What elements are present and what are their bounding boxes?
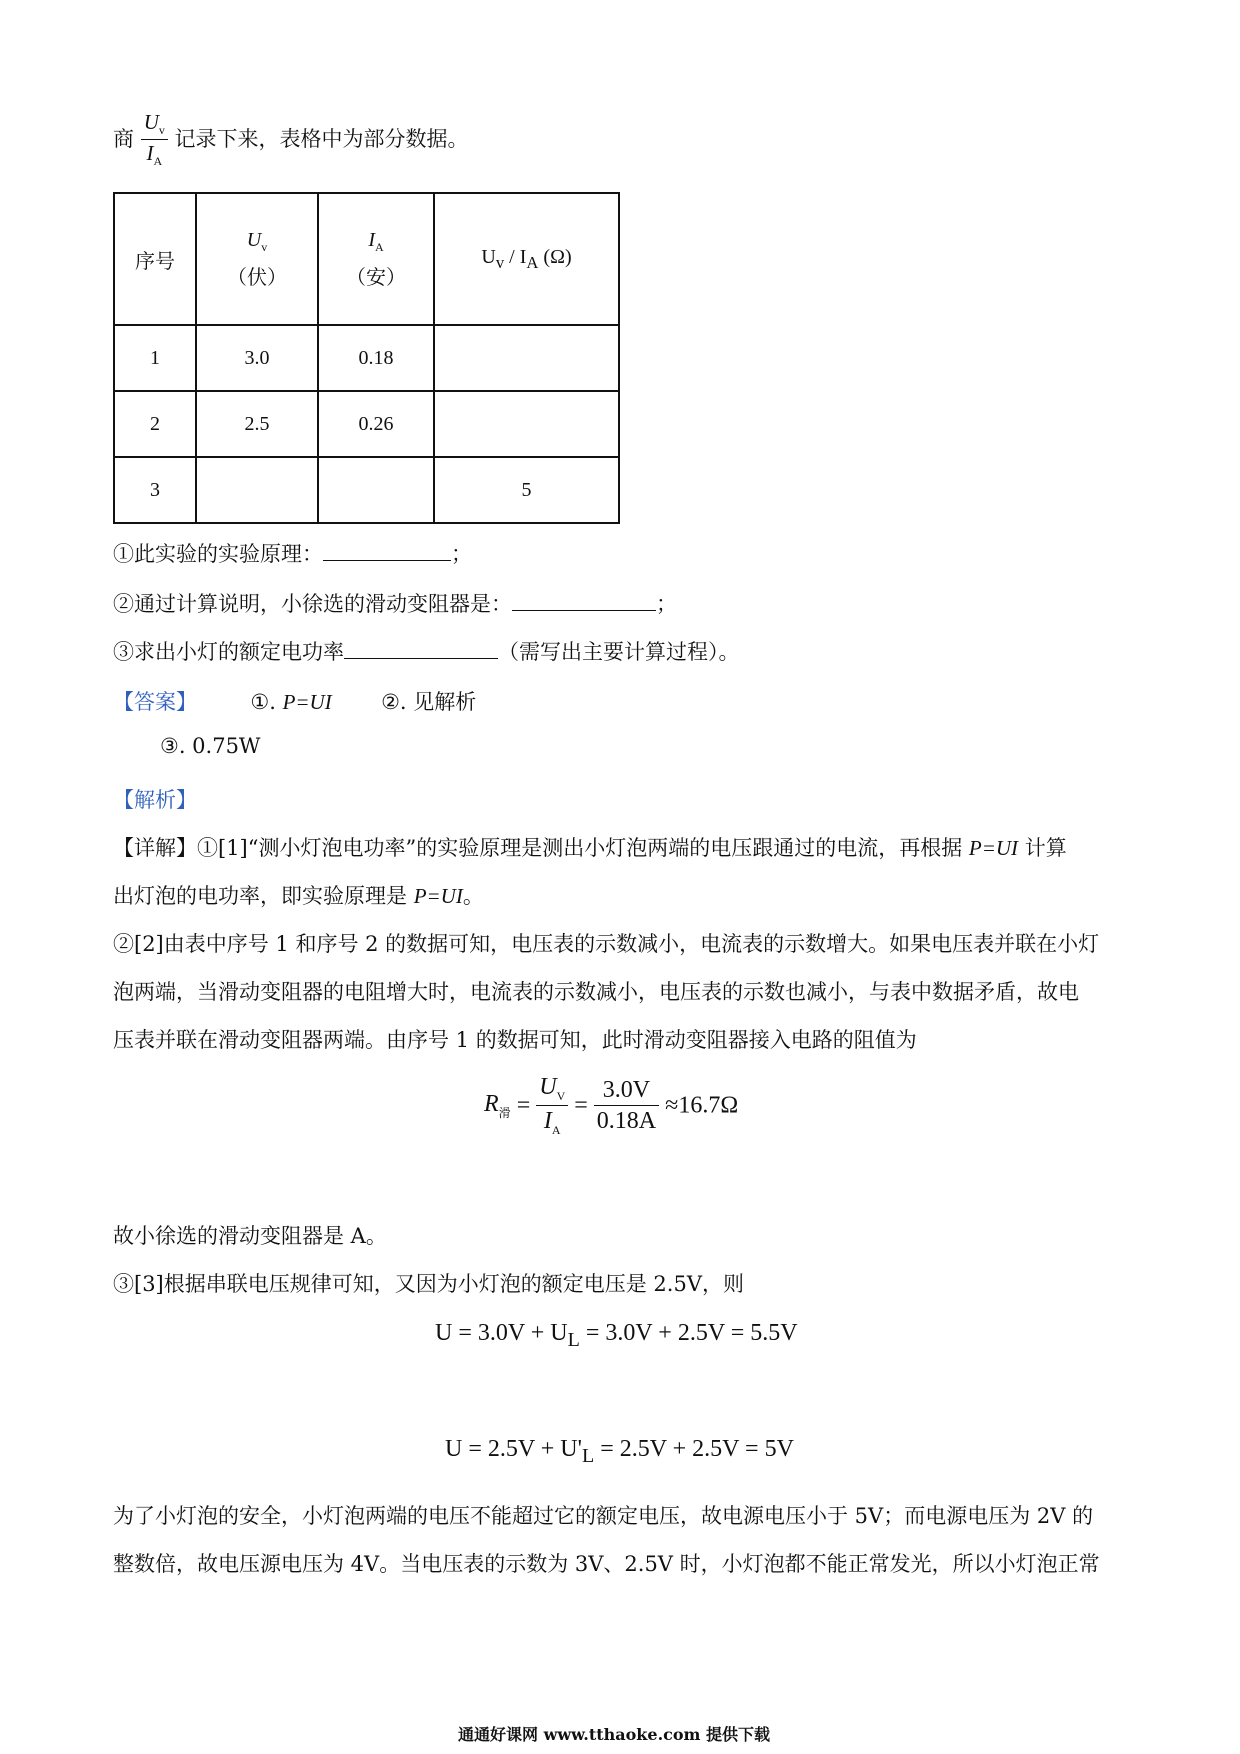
formula-voltage-1: $U = 3.0V + U_L = 3.0V + 2.5V = 5.5V$ — [435, 1320, 798, 1351]
table-header-row — [114, 193, 619, 325]
detail-p4-line2: 整数倍，故电压源电压为 4V。当电压表的示数为 3V、2.5V 时，小灯泡都不能正常发光，所以小灯泡正常 — [113, 1552, 1100, 1576]
table-row: 2 2.5 0.26 — [114, 391, 619, 457]
answer-line-2: ③. 0.75W — [160, 734, 261, 758]
footer-text: 通通好课网 www.tthaoke.com 提供下载 — [458, 1725, 771, 1744]
formula-resistance: $R_滑$ = $\frac{U_V}{I_A}$ = $\frac{3.0V}{0.18A}$ ≈16.7Ω — [484, 1074, 739, 1137]
answer-blank — [344, 638, 498, 659]
answer-label: 【答案】 — [113, 690, 197, 714]
analysis-label: 【解析】 — [113, 788, 197, 812]
formula-voltage-2: $U = 2.5V + U'_L = 2.5V + 2.5V = 5V$ — [445, 1436, 794, 1467]
detail-p2-line3: 压表并联在滑动变阻器两端。由序号 1 的数据可知，此时滑动变阻器接入电路的阻值为 — [113, 1028, 917, 1052]
question-3: ③求出小灯的额定电功率 （需写出主要计算过程）。 — [113, 640, 740, 664]
detail-p2-line2: 泡两端，当滑动变阻器的电阻增大时，电流表的示数减小，电压表的示数也减小，与表中数据矛盾，故电 — [113, 980, 1079, 1004]
intro-line — [113, 112, 469, 167]
question-2: ②通过计算说明，小徐选的滑动变阻器是： ； — [113, 592, 677, 616]
intro-fraction: $\frac{U_v}{I_A}$ — [141, 112, 168, 167]
question-1: ①此实验的实验原理： ； — [113, 542, 472, 566]
answer-blank — [323, 540, 451, 561]
answer-line: 【答案】 ①. P=UI ②. 见解析 — [113, 690, 477, 714]
detail-p4-line1: 为了小灯泡的安全，小灯泡两端的电压不能超过它的额定电压，故电源电压小于 5V；而电源电压为 2V 的 — [113, 1504, 1094, 1528]
detail-p1-line1: 【详解】①[1]“测小灯泡电功率”的实验原理是测出小灯泡两端的电压跟通过的电流，再根据 P=UI 计算 — [113, 836, 1067, 860]
intro-prefix: 商 — [113, 127, 134, 152]
table-row: 1 3.0 0.18 — [114, 325, 619, 391]
detail-p1-line2: 出灯泡的电功率，即实验原理是 P=UI。 — [113, 884, 484, 908]
conclusion: 故小徐选的滑动变阻器是 A。 — [113, 1224, 387, 1248]
header-current: $I_A$ （安） — [318, 193, 434, 325]
table-row: 3 5 — [114, 457, 619, 523]
header-resistance: $U_v / I_A$ (Ω) — [434, 193, 619, 325]
intro-suffix: 记录下来，表格中为部分数据。 — [174, 127, 469, 152]
detail-p3-line1: ③[3]根据串联电压规律可知，又因为小灯泡的额定电压是 2.5V，则 — [113, 1272, 744, 1296]
detail-p2-line1: ②[2]由表中序号 1 和序号 2 的数据可知，电压表的示数减小，电流表的示数增大。如果电压表并联在小灯 — [113, 932, 1100, 956]
data-table — [113, 192, 620, 524]
header-voltage: $U_v$ （伏） — [196, 193, 318, 325]
header-serial: 序号 — [114, 193, 196, 325]
answer-blank — [512, 590, 656, 611]
